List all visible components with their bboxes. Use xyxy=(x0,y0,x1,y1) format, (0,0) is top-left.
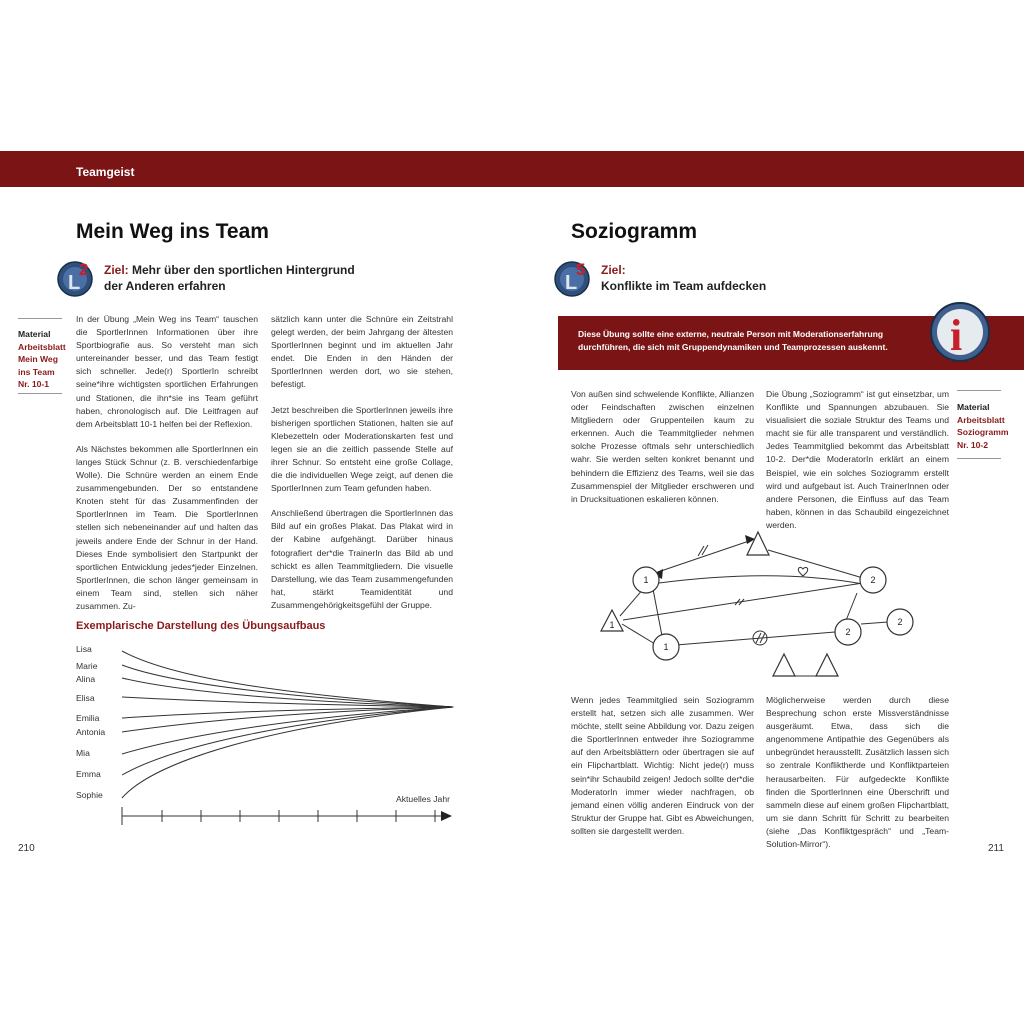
level-badge-icon xyxy=(552,258,592,298)
heart-icon xyxy=(798,567,807,576)
node-label: 1 xyxy=(609,620,615,630)
triangle-node xyxy=(773,654,795,676)
relation-line xyxy=(623,583,863,620)
level-number: 5 xyxy=(576,260,586,279)
relation-line xyxy=(768,550,863,578)
text-column-right-4: Möglicherweise werden durch diese Besprechung schon erste Missverständnisse ausgeräumt. Etwa, dass sich die angenommene Antipathie des Gegenübers als unbegründet herausstellt. Zusätzlich lassen sich so zentrale Konfliktherde und Konfliktparteien herausarbeiten. Für aufgedeckte Konflikte finden die SportlerInnen eine Überschrift und sammeln diese auf einem großen Flipchartblatt, um sie dann Schritt für Schritt zu bearbeiten (siehe „Das Konfliktgespräch“ und „Team-Solution-Mirror“). xyxy=(766,695,949,850)
level-badge-icon xyxy=(55,258,95,298)
info-icon xyxy=(928,300,992,364)
relation-line xyxy=(655,540,752,573)
text-column-right-3: Wenn jedes Teammitglied sein Soziogramm erstellt hat, setzen sich alle zusammen. Wer möchte, stellt seine Abbildung vor. Dazu zeigen die SportlerInnen entweder ihre Soziogramme auf den Arbeitsblättern oder übertragen sie auf ein Flipchartblatt. Wichtig: Nicht jede(r) muss sein*ihr Schaubild zeigen! Jedoch sollte der*die ModeratorIn immer wieder nachfragen, ob jemand einen völlig anderen Eindruck von der Struktur der Gruppe hat. Gibt es Abweichungen, sollten sie dargestellt werden. xyxy=(571,695,754,836)
page-number-left: 210 xyxy=(18,843,35,854)
svg-text:L: L xyxy=(565,272,578,294)
divider xyxy=(957,390,1001,391)
string-line xyxy=(122,707,453,798)
name-label: Emma xyxy=(76,769,101,779)
material-right: Material Arbeitsblatt Soziogramm Nr. 10-2 xyxy=(957,402,1009,450)
node-label: 2 xyxy=(897,617,903,627)
text-column-left-2: sätzlich kann unter die Schnüre ein Zeitstrahl gelegt werden, der beim Jahrgang der ältesten SportlerInnen beginnt und im aktuellen Jahr endet. Die Enden in den Händen der SportlerInnen werden dort, wo sie stehen, befestigt. Jetzt beschreiben die SportlerInnen jeweils ihre bisherigen sportlichen Stationen, halten sie auf Klebezetteln oder Moderationskarten fest und legen sie an die zeitlich passende Stelle auf ihrer Schnur. So entsteht eine große Collage, die die individuellen Wege zeigt, auf denen die SportlerInnen zum Team gefunden haben. Anschließend übertragen die SportlerInnen das Bild auf ein großes Plakat. Das Plakat wird in der Kabine aufgehängt. Darüber hinaus fotografiert der*die TrainerIn das Bild ab und schickt es allen Teammitgliedern. Die visuelle Darstellung, wie das Team zusammengefunden hat, stärkt Teamidentität und Zusammengehörigkeitsgefühl der Gruppe. xyxy=(271,314,453,610)
divider xyxy=(18,393,62,394)
svg-text:L: L xyxy=(68,272,81,294)
node-label: 1 xyxy=(643,575,649,585)
triangle-node xyxy=(747,532,769,555)
name-label: Antonia xyxy=(76,727,106,737)
node-label: 1 xyxy=(663,642,669,652)
svg-text:i: i xyxy=(950,311,963,360)
diagram-title: Exemplarische Darstellung des Übungsaufbaus xyxy=(76,620,326,632)
chapter-title: Teamgeist xyxy=(76,165,135,179)
conflict-mark xyxy=(698,546,704,556)
name-label: Sophie xyxy=(76,790,103,800)
relation-line xyxy=(861,622,888,624)
material-left: Material Arbeitsblatt Mein Weg ins Team Nr. 10-1 xyxy=(18,329,66,390)
relation-line xyxy=(653,589,662,636)
name-label: Alina xyxy=(76,674,96,684)
goal-left: Ziel: Mehr über den sportlichen Hintergrund der Anderen erfahren xyxy=(104,263,355,293)
name-label: Marie xyxy=(76,661,98,671)
name-label: Emilia xyxy=(76,713,100,723)
name-label: Elisa xyxy=(76,693,95,703)
goal-right: Ziel: Konflikte im Team aufdecken xyxy=(601,263,767,293)
name-label: Lisa xyxy=(76,644,92,654)
string-line xyxy=(122,665,453,707)
text-column-left-1: In der Übung „Mein Weg ins Team“ tauschen die SportlerInnen Informationen über ihre Sportbiografie aus. So versteht man sich untereinander besser, und das Team festigt sich schneller. Jede(r) SportlerIn schreibt seine*ihre wichtigsten sportlichen Erfahrungen und Stationen, die ihn*sie ins Team geführt haben, chronologisch auf. Die Leitfragen auf dem Arbeitsblatt 10-1 helfen bei der Reflexion. Als Nächstes bekommen alle SportlerInnen ein langes Stück Schnur (z. B. verschiedenfarbige Wolle). Die Schnüre werden an einem Ende zusammengebunden. Der so entstandene Knoten steht für das Zusammenfinden der SportlerInnen im Team. Die SportlerInnen stellen sich nebeneinander auf und halten das jeweils andere Ende der Schnur in der Hand. Dieses Ende symbolisiert den Startpunkt der sportlichen Entwicklung jedes*jeder Einzelnen. SportlerInnen, die schon länger gemeinsam in einem Team sind, stellen sich näher zusammen. Zu- xyxy=(76,314,258,611)
chapter-band xyxy=(0,151,1024,187)
string-line xyxy=(122,707,453,754)
page-title-left: Mein Weg ins Team xyxy=(76,220,269,243)
node-label: 2 xyxy=(870,575,876,585)
text-column-right-2: Die Übung „Soziogramm“ ist gut einsetzbar, um Konflikte und Spannungen abzubauen. Sie visualisiert die soziale Struktur des Teams und macht sie für alle transparent und verständlich. Jedes Teammitglied bekommt das Arbeitsblatt 10-2. Der*die ModeratorIn erklärt an einem Beispiel, wie ein solches Soziogramm erstellt wird und aufgebaut ist. Auch TrainerInnen oder andere Personen, die Einfluss auf das Team haben, können in das Schaubild eingezeichnet werden. xyxy=(766,389,949,530)
name-label: Mia xyxy=(76,748,90,758)
arrow-head-icon xyxy=(441,811,452,821)
page-title-right: Soziogramm xyxy=(571,220,698,243)
relation-line xyxy=(659,576,863,584)
text-column-right-1: Von außen sind schwelende Konflikte, Allianzen oder Feindschaften zwischen einzelnen Mitgliedern oder Gruppenteilen kaum zu erkennen. Auch die Teammitglieder nehmen solche Prozesse oftmals sehr unterschiedlich wahr. Sie werden selten konkret benannt und behindern die Effizienz des Teams, weil sie das Zusammenspiel der Mitglieder erschweren und in Drucksituationen eskalieren können. xyxy=(571,389,754,504)
relation-line xyxy=(622,624,655,644)
conflict-mark xyxy=(702,545,708,555)
level-number: 2 xyxy=(79,260,89,279)
divider xyxy=(957,458,1001,459)
node-label: 2 xyxy=(845,627,851,637)
divider xyxy=(18,318,62,319)
sociogram-diagram xyxy=(595,528,925,688)
axis-label: Aktuelles Jahr xyxy=(396,794,450,804)
triangle-node xyxy=(816,654,838,676)
info-text: Diese Übung sollte eine externe, neutrale Person mit Moderationserfahrung durchführen, die sich mit Gruppendynamiken und Teamprozessen auskennt. xyxy=(578,329,888,352)
page-number-right: 211 xyxy=(988,843,1004,854)
